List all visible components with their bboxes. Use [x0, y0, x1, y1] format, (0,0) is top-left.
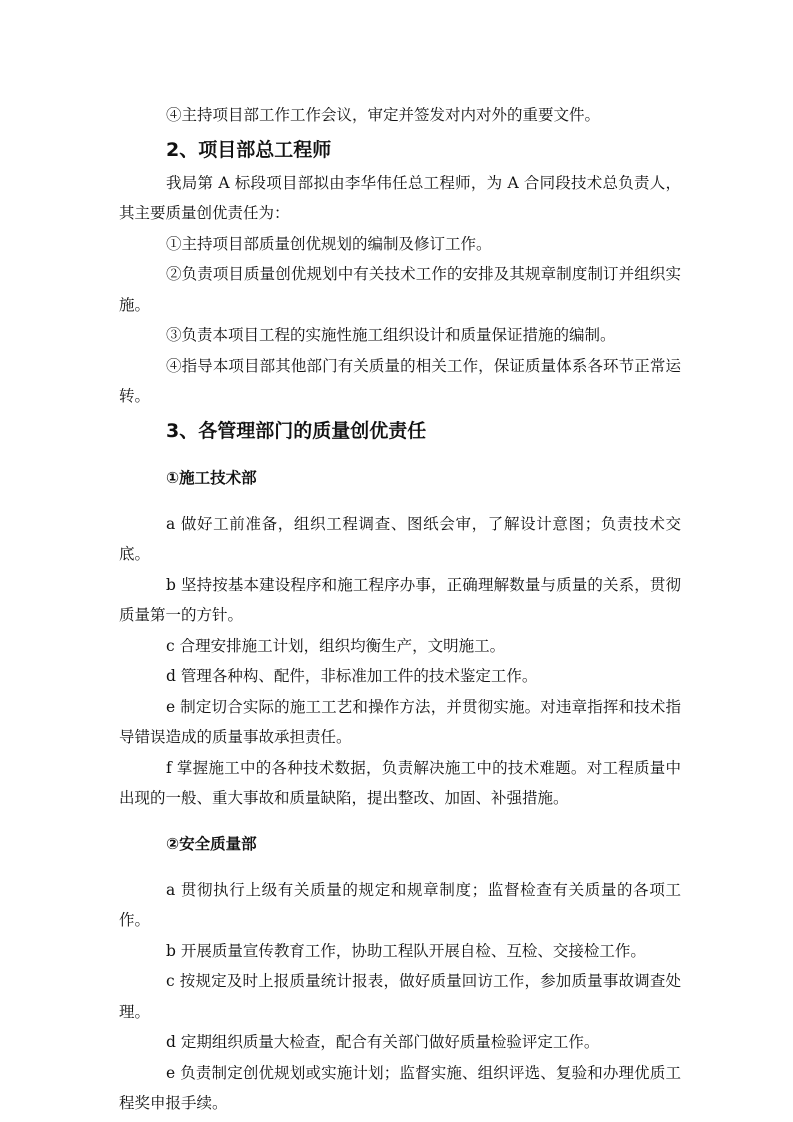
tech-item-f: f 掌握施工中的各种技术数据，负责解决施工中的技术难题。对工程质量中出现的一般、重大事故和质量缺陷，提出整改、加固、补强措施。	[119, 758, 681, 807]
document-body	[119, 100, 681, 1119]
paragraph-chief-intro: 我局第 A 标段项目部拟由李华伟任总工程师，为 A 合同段技术总负责人，其主要质量创优责任为：	[119, 173, 681, 222]
paragraph-top: ④主持项目部工作工作会议，审定并签发对内对外的重要文件。	[166, 106, 601, 124]
heading-chief-engineer: 2、项目部总工程师	[166, 138, 332, 161]
chief-item-3: ③负责本项目工程的实施性施工组织设计和质量保证措施的编制。	[166, 326, 616, 344]
tech-item-c: c 合理安排施工计划，组织均衡生产，文明施工。	[166, 636, 506, 655]
tech-item-e: e 制定切合实际的施工工艺和操作方法，并贯彻实施。对违章指挥和技术指导错误造成的质量事故承担责任。	[119, 697, 681, 746]
safety-item-a: a 贯彻执行上级有关质量的规定和规章制度；监督检查有关质量的各项工作。	[119, 880, 681, 929]
chief-item-2: ②负责项目质量创优规划中有关技术工作的安排及其规章制度制订并组织实施。	[119, 265, 681, 314]
tech-item-b: b 坚持按基本建设程序和施工程序办事，正确理解数量与质量的关系，贯彻质量第一的方针。	[119, 575, 681, 624]
tech-item-d: d 管理各种构、配件，非标准加工件的技术鉴定工作。	[166, 667, 538, 685]
heading-departments: 3、各管理部门的质量创优责任	[166, 419, 427, 442]
safety-item-e: e 负责制定创优规划或实施计划；监督实施、组织评选、复验和办理优质工程奖申报手续。	[119, 1063, 681, 1112]
chief-item-4: ④指导本项目部其他部门有关质量的相关工作，保证质量体系各环节正常运转。	[119, 356, 681, 405]
heading-tech-dept: ①施工技术部	[166, 469, 257, 487]
safety-item-c: c 按规定及时上报质量统计报表，做好质量回访工作，参加质量事故调查处理。	[119, 972, 681, 1021]
safety-item-d: d 定期组织质量大检查，配合有关部门做好质量检验评定工作。	[166, 1033, 600, 1051]
safety-item-b: b 开展质量宣传教育工作，协助工程队开展自检、互检、交接检工作。	[166, 941, 646, 960]
chief-item-1: ①主持项目部质量创优规划的编制及修订工作。	[166, 234, 492, 253]
tech-item-a: a 做好工前准备，组织工程调查、图纸会审，了解设计意图；负责技术交底。	[119, 514, 681, 563]
heading-safety-dept: ②安全质量部	[166, 835, 257, 853]
